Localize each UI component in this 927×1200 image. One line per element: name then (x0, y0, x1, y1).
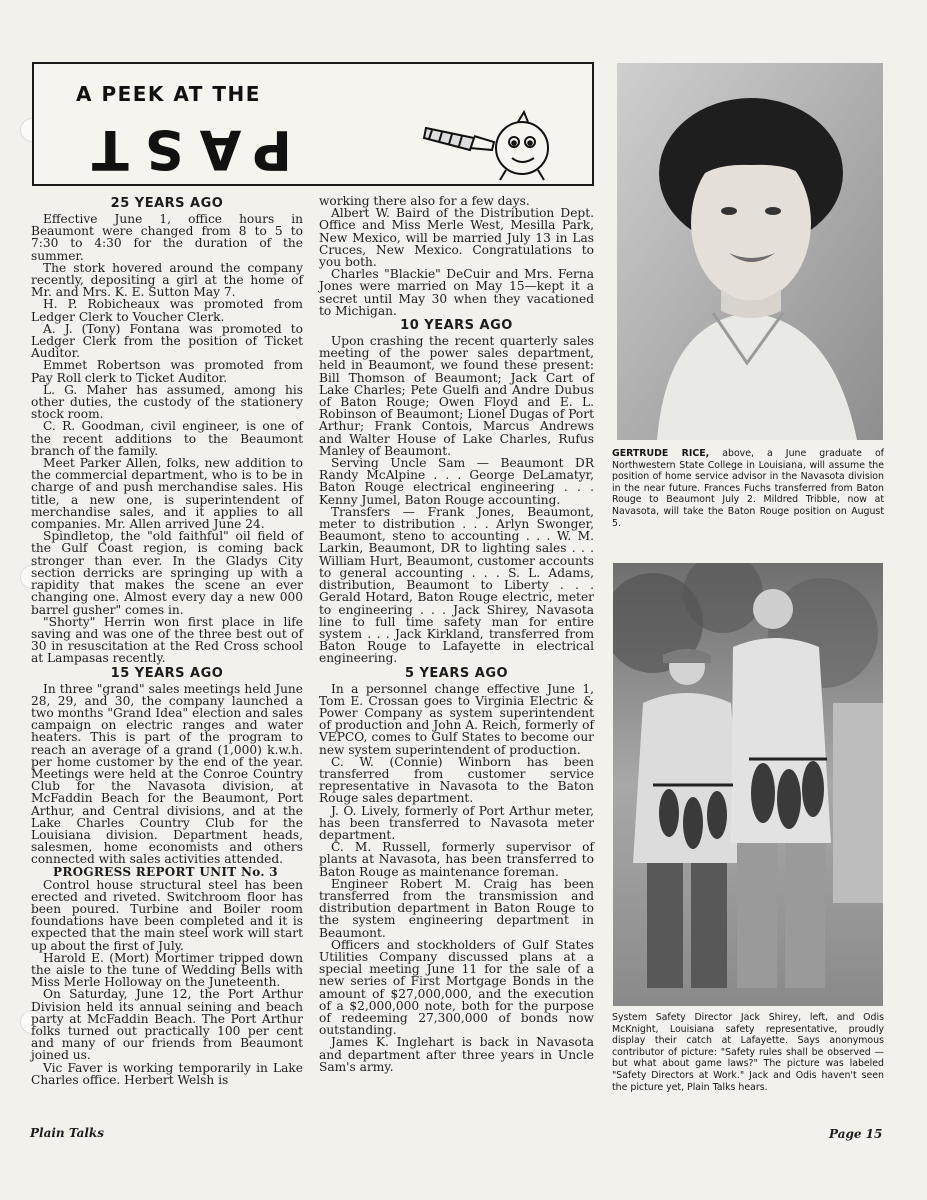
article-column-left (31, 195, 303, 1086)
paragraph: L. G. Maher has assumed, among his other duties, the custody of the stationery stock room. (31, 382, 303, 422)
caption-text: above, a June graduate of Northwestern State College in Louisiana, will assume the position of home service advisor in the Navasota division in the near future. Frances Fuchs transferred from Baton Rouge to Beaumont July 2. Mildred Tribble, now at Navasota, will take the Baton Rouge position on August 5. (612, 448, 884, 529)
page-number: Page 15 (829, 1127, 883, 1141)
section-heading-25-years: 25 YEARS AGO (110, 196, 224, 211)
paragraph: Albert W. Baird of the Distribution Dept. Office and Miss Merle West, Mesilla Park, New Mexico, will be married July 13 in Las Cruces, New Mexico. Congratulations to you both. (319, 206, 594, 270)
paragraph: C. R. Goodman, civil engineer, is one of the recent additions to the Beaumont branch of the family. (31, 419, 303, 458)
portrait-photo (617, 63, 883, 440)
paragraph: Officers and stockholders of Gulf States Utilities Company discussed plans at a special meeting June 11 for the sale of a new series of First Mortgage Bonds in the amount of $27,000,000, and the execution of a $2,000,000 note, both for the purpose of redeeming 27,300,000 of bonds now outstanding. (319, 937, 594, 1038)
paragraph: Harold E. (Mort) Mortimer tripped down the aisle to the tune of Wedding Bells with Miss Merle Holloway on the Juneteenth. (31, 950, 303, 990)
paragraph: J. O. Lively, formerly of Port Arthur meter, has been transferred to Navasota meter department. (319, 803, 594, 842)
section-heading-15-years: 15 YEARS AGO (110, 665, 224, 681)
paragraph: Control house structural steel has been erected and riveted. Switchroom floor has been poured. Turbine and Boiler room foundations have been completed and it is expected that the main steel work will start up about the first of July. (31, 877, 303, 953)
publication-name: Plain Talks (30, 1126, 105, 1140)
paragraph: Upon crashing the recent quarterly sales meeting of the power sales department, held in Beaumont, we found these present: Bill Thomson of Beaumont; Jack Cart of Lake Charles; Pete Guelfi and Andre Dubus of Baton Rouge; Owen Floyd and E. L. Robinson of Beaumont; Lionel Dugas of Port Arthur; Frank Contois, Marcus Andrews and Walter House of Lake Charles, Rufus Manley of Beaumont. (319, 334, 594, 458)
paragraph: "Shorty" Herrin won first place in life saving and was one of the three best out of 30 in resuscitation at the Red Cross school at Lampasas recently. (31, 614, 303, 666)
paragraph: Transfers — Frank Jones, Beaumont, meter to distribution . . . Arlyn Swonger, Beaumont, steno to accounting . . . W. M. Larkin, Beaumont, DR to lighting sales . . . William Hurt, Beaumont, customer accounts to general accounting . . . S. L. Adams, distribution, Beaumont to Liberty . . . Gerald Hotard, Baton Rouge electric, meter to engineering . . . Jack Shirey, Navasota line to full time safety man for entire system . . . Jack Kirkland, transferred from Baton Rouge to Lafayette in electrical engineering. (319, 504, 594, 666)
telescope-cartoon-icon (420, 108, 570, 182)
caption-person-name: GERTRUDE RICE, (612, 448, 710, 459)
section-heading-5-years: 5 YEARS AGO (404, 665, 509, 681)
paragraph: In three "grand" sales meetings held June 28, 29, and 30, the company launched a two months "Grand Idea" election and sales campaign on electric ranges and water heaters. This is part of the program to reach an average of a grand (1,000) k.w.h. per home customer by the end of the year. Meetings were held at the Conroe Country Club for the Navasota division, at McFaddin Beach for the Beaumont, Port Arthur, and Central divisions, and at the Lake Charles Country Club for the Louisiana division. Department heads, salesmen, home economists and others connected with sales activities attended. (31, 681, 303, 867)
paragraph: Vic Faver is working temporarily in Lake Charles office. Herbert Welsh is (31, 1060, 303, 1087)
paragraph: Spindletop, the "old faithful" oil field of the Gulf Coast region, is coming back stronger than ever. In the Gladys City section derricks are springing up with a rapidity that makes the scene an ever changing one. Almost every day a new 000 barrel gusher" comes in. (31, 529, 303, 617)
paragraph: A. J. (Tony) Fontana was promoted to Ledger Clerk from the position of Ticket Auditor. (31, 321, 303, 361)
masthead-title-line1: A PEEK AT THE (76, 82, 261, 106)
paragraph: C. W. (Connie) Winborn has been transferred from customer service representative in Navasota to the Baton Rouge sales department. (319, 754, 594, 806)
paragraph: working there also for a few days. (319, 194, 530, 208)
subheading-progress-report: PROGRESS REPORT UNIT No. 3 (53, 864, 278, 879)
paragraph: In a personnel change effective June 1, Tom E. Crossan goes to Virginia Electric & Power Company as system superintendent of production and John A. Reich, formerly of VEPCO, comes to Gulf States to become our new system superintendent of production. (319, 681, 594, 757)
paragraph: Emmet Robertson was promoted from Pay Roll clerk to Ticket Auditor. (31, 358, 303, 385)
fishing-photo (613, 563, 883, 1006)
paragraph: Engineer Robert M. Craig has been transferred from the transmission and distribution department in Baton Rouge to the system engineering department in Beaumont. (319, 876, 594, 940)
masthead-title-line2: PAST (75, 118, 292, 181)
portrait-caption (612, 448, 884, 529)
paragraph: Meet Parker Allen, folks, new addition to the commercial department, who is to be in charge of and push merchandise sales. His title, a new one, is superintendent of merchandise sales, and it applies to all companies. Mr. Allen arrived June 24. (31, 456, 303, 532)
paragraph: Effective June 1, office hours in Beaumont were changed from 8 to 5 to 7:30 to 4:30 for the duration of the summer. (31, 212, 303, 263)
paragraph: On Saturday, June 12, the Port Arthur Division held its annual seining and beach party at McFaddin Beach. The Port Arthur folks turned out practically 100 per cent and many of our friends from Beaumont joined us. (31, 987, 303, 1063)
masthead-box (32, 62, 594, 186)
paragraph: James K. Inglehart is back in Navasota and department after three years in Uncle Sam's army. (319, 1035, 594, 1074)
section-heading-10-years: 10 YEARS AGO (400, 318, 513, 334)
paragraph: Charles "Blackie" DeCuir and Mrs. Ferna Jones were married on May 15—kept it a secret until May 30 when they vacationed to Michigan. (319, 267, 594, 318)
paragraph: C. M. Russell, formerly supervisor of plants at Navasota, has been transferred to Baton Rouge as maintenance foreman. (319, 840, 594, 879)
paragraph: Serving Uncle Sam — Beaumont DR Randy McAlpine . . . George DeLamatyr, Baton Rouge electrical engineering . . . Kenny Jumel, Baton Rouge accounting. (319, 456, 594, 507)
fishing-caption: System Safety Director Jack Shirey, left, and Odis McKnight, Louisiana safety representative, proudly display their catch at Lafayette. Says anonymous contributor of picture: "Safety rules shall be observed — but what about game laws?" The picture was labeled "Safety Directors at Work." Jack and Odis haven't seen the picture yet, Plain Talks hears. (612, 1012, 884, 1093)
paragraph: H. P. Robicheaux was promoted from Ledger Clerk to Voucher Clerk. (31, 297, 303, 324)
article-column-middle (319, 195, 594, 1073)
paragraph: The stork hovered around the company recently, depositing a girl at the home of Mr. and Mrs. K. E. Sutton May 7. (31, 260, 303, 300)
